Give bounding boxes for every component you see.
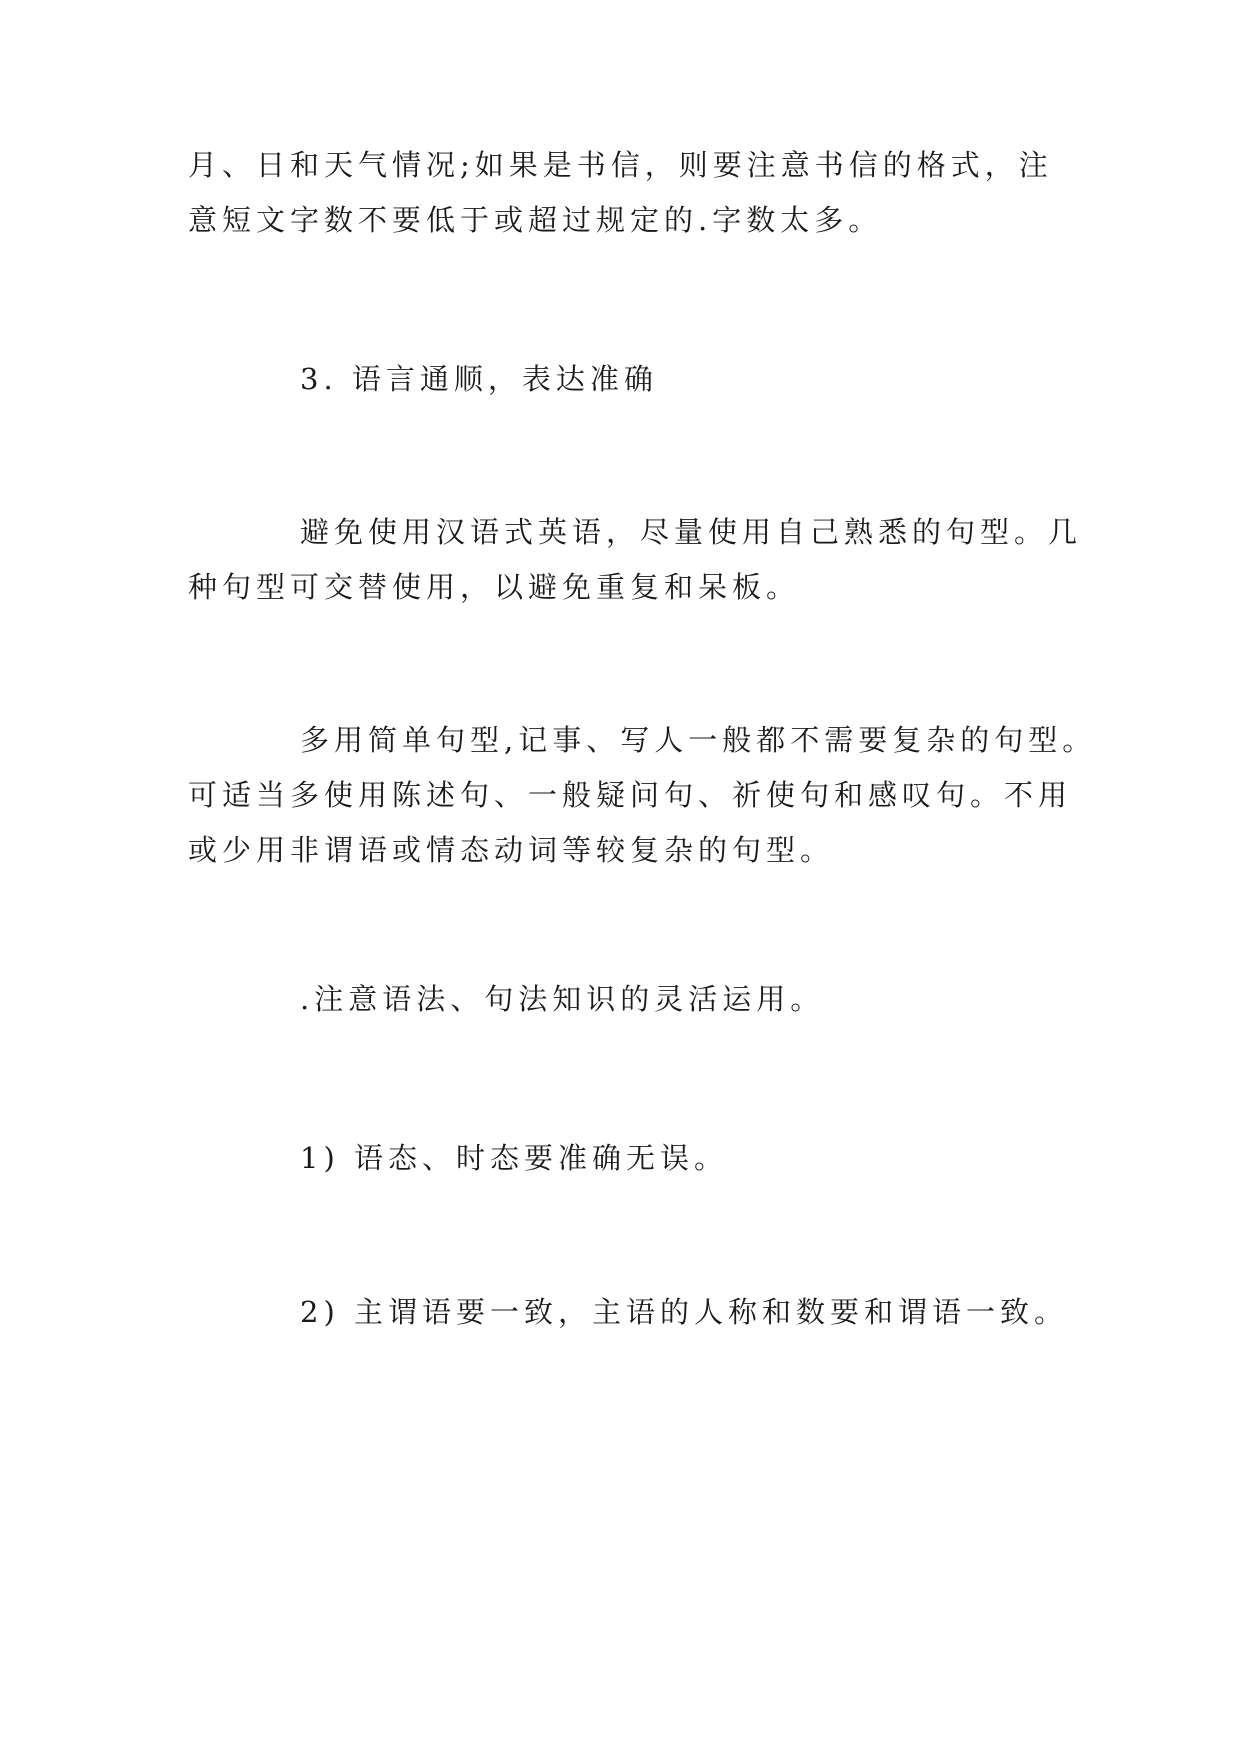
text-line: 避免使用汉语式英语，尽量使用自己熟悉的句型。几 xyxy=(300,515,1083,549)
text-line: .注意语法、句法知识的灵活运用。 xyxy=(300,982,825,1016)
heading-text: 3. 语言通顺，表达准确 xyxy=(300,362,658,396)
list-item-1 xyxy=(188,1131,1058,1186)
section-heading-3 xyxy=(188,352,1058,407)
list-item-2 xyxy=(188,1285,1068,1340)
text-line: 可适当多使用陈述句、一般疑问句、祈使句和感叹句。不用 xyxy=(188,778,1073,812)
text-line: 或少用非谓语或情态动词等较复杂的句型。 xyxy=(188,833,835,867)
text-line: 多用简单句型,记事、写人一般都不需要复杂的句型。 xyxy=(300,723,1097,757)
text-line: 种句型可交替使用，以避免重复和呆板。 xyxy=(188,570,801,604)
text-line: 意短文字数不要低于或超过规定的.字数太多。 xyxy=(188,203,883,237)
text-line: 2) 主谓语要一致，主语的人称和数要和谓语一致。 xyxy=(300,1295,1068,1329)
paragraph-grammar-usage xyxy=(188,972,1058,1027)
paragraph-simple-sentences xyxy=(188,713,1097,878)
text-line: 1) 语态、时态要准确无误。 xyxy=(300,1141,728,1175)
text-line: 月、日和天气情况;如果是书信，则要注意书信的格式，注 xyxy=(188,148,1053,182)
paragraph-format-notes xyxy=(188,138,1058,248)
paragraph-avoid-chinglish xyxy=(188,505,1083,615)
